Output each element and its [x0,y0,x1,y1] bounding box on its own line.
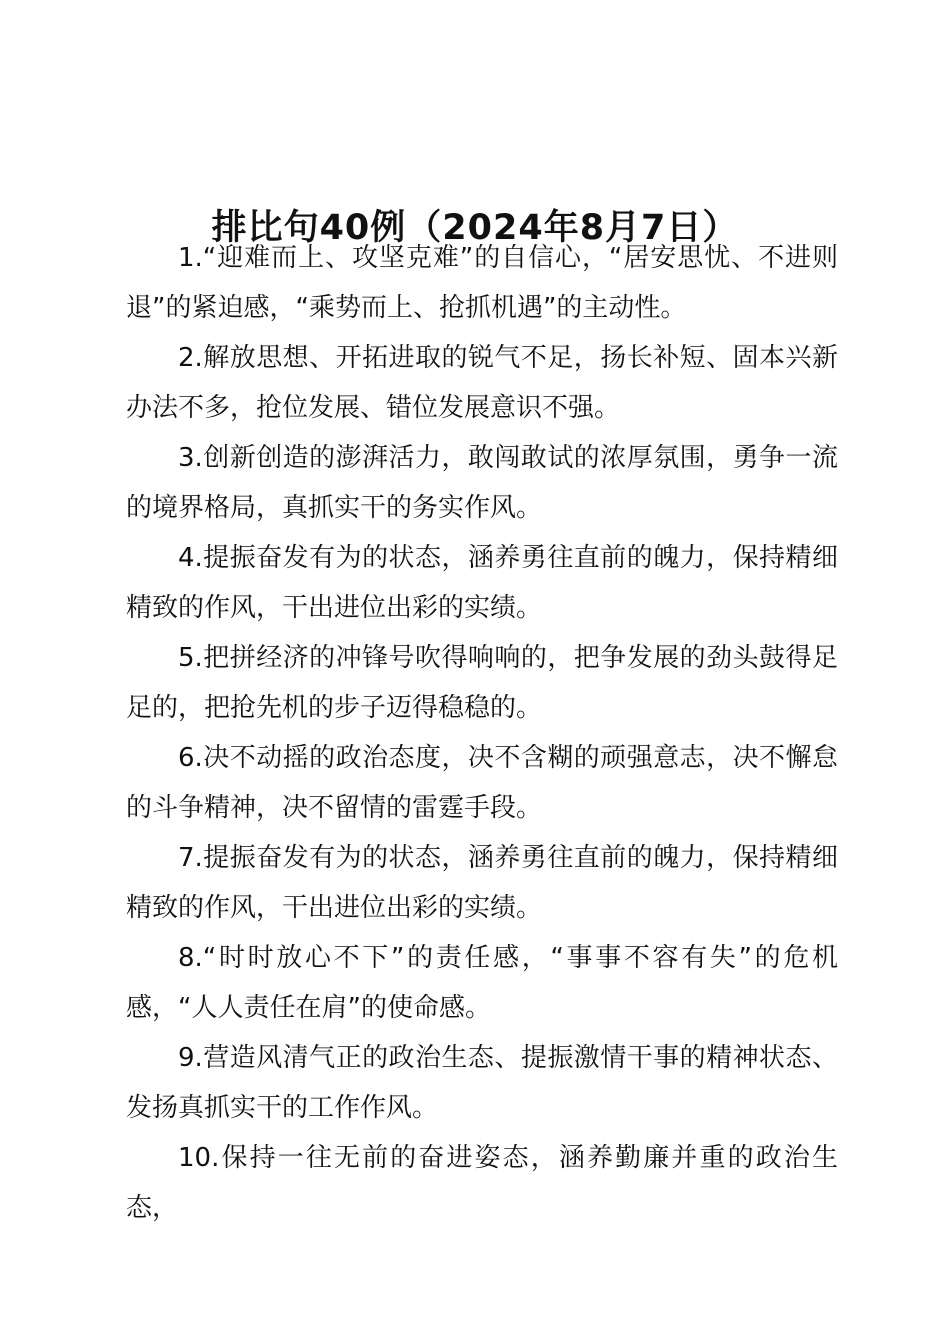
paragraph-4: 4.提振奋发有为的状态，涵养勇往直前的魄力，保持精细精致的作风，干出进位出彩的实绩。 [126,543,838,623]
paragraph-5: 5.把拼经济的冲锋号吹得响响的，把争发展的劲头鼓得足足的，把抢先机的步子迈得稳稳的。 [126,643,838,723]
paragraph-9: 9.营造风清气正的政治生态、提振激情干事的精神状态、发扬真抓实干的工作作风。 [126,1043,838,1123]
paragraph-2: 2.解放思想、开拓进取的锐气不足，扬长补短、固本兴新办法不多，抢位发展、错位发展意识不强。 [126,343,838,423]
paragraph-3: 3.创新创造的澎湃活力，敢闯敢试的浓厚氛围，勇争一流的境界格局，真抓实干的务实作风。 [126,443,838,523]
paragraph-7: 7.提振奋发有为的状态，涵养勇往直前的魄力，保持精细精致的作风，干出进位出彩的实绩。 [126,843,838,923]
document-body [126,233,838,1233]
paragraph-6: 6.决不动摇的政治态度，决不含糊的顽强意志，决不懈怠的斗争精神，决不留情的雷霆手段。 [126,743,838,823]
document-title: 排比句40例（2024年8月7日） [211,208,739,249]
paragraph-10: 10.保持一往无前的奋进姿态，涵养勤廉并重的政治生态， [126,1143,838,1223]
paragraph-1: 1.“迎难而上、攻坚克难”的自信心，“居安思忧、不进则退”的紧迫感，“乘势而上、抢抓机遇”的主动性。 [126,243,838,323]
paragraph-8: 8.“时时放心不下”的责任感，“事事不容有失”的危机感，“人人责任在肩”的使命感。 [126,943,838,1023]
